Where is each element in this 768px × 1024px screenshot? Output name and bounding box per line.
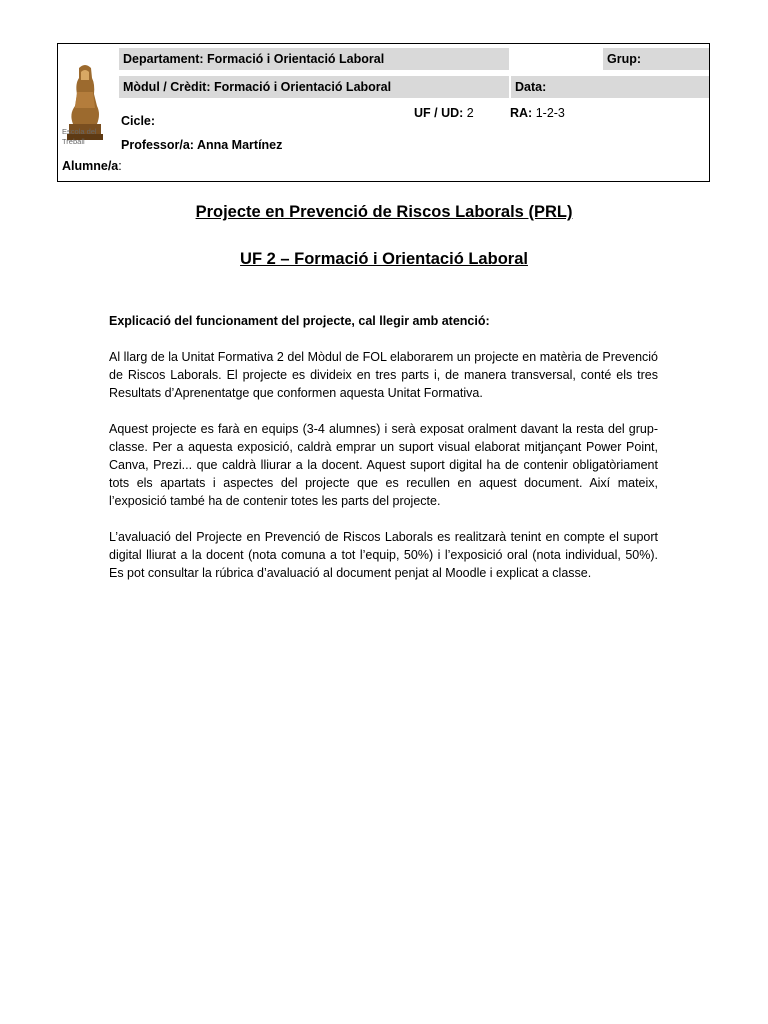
page-subtitle: UF 2 – Formació i Orientació Laboral: [240, 250, 528, 268]
cycle-label: Cicle:: [121, 114, 156, 128]
paragraph: Al llarg de la Unitat Formativa 2 del Mòdul de FOL elaborarem un projecte en matèria de Prevenció de Riscos Laborals. El projecte es divideix en tres parts i, de manera transversal, conté els tres Resultats d’Aprenentatge que conformen aquesta Unitat Formativa.: [109, 350, 658, 400]
group-field: Grup:: [603, 48, 709, 70]
page-title: Projecte en Prevenció de Riscos Laborals (PRL): [195, 203, 573, 221]
date-field: Data:: [511, 76, 709, 98]
ra-field: RA: 1-2-3: [510, 106, 565, 120]
paragraph: Aquest projecte es farà en equips (3-4 alumnes) i serà exposat oralment davant la resta del grup-classe. Per a aquesta exposició, caldrà emprar un suport visual elaborat mitjançant Power Point, Canva, Prezi... que caldrà lliurar a la docent. Aquest suport digital ha de contenir obligatòriament tots els apartats i aspectes del projecte que es recullen en aquest document. Així mateix, l’exposició també ha de contenir totes les parts del projecte.: [109, 422, 658, 508]
document-header: [57, 43, 710, 182]
paragraph: L’avaluació del Projecte en Prevenció de Riscos Laborals es realitzarà tenint en compte el suport digital lliurat a la docent (nota comuna a tot l’equip, 50%) i l’exposició oral (nota individual, 50%). Es pot consultar la rúbrica d’avaluació al document penjat al Moodle i explicat a classe.: [109, 530, 658, 580]
student-field: Alumne/a:: [62, 159, 122, 173]
department-field: Departament: Formació i Orientació Laboral: [119, 48, 509, 70]
teacher-field: Professor/a: Anna Martínez: [121, 138, 283, 152]
uf-field: UF / UD: 2: [414, 106, 474, 120]
module-field: Mòdul / Crèdit: Formació i Orientació Laboral: [119, 76, 509, 98]
instructions-heading: Explicació del funcionament del projecte, cal llegir amb atenció:: [109, 314, 490, 328]
document-body: [109, 312, 658, 600]
logo-caption: Escola del Treball: [62, 127, 97, 146]
